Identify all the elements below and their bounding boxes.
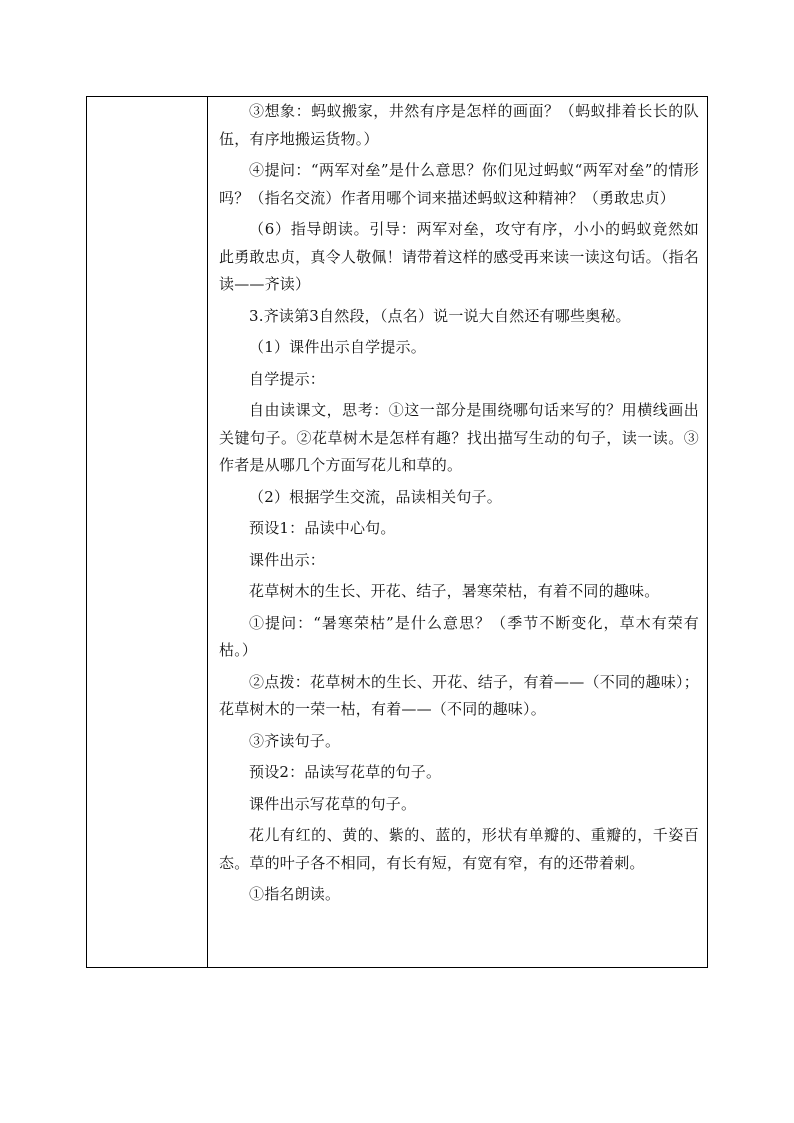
paragraph-step-3: 3.齐读第3自然段，（点名）说一说大自然还有哪些奥秘。: [249, 306, 631, 325]
paragraph-preset-1: 预设1：品读中心句。: [249, 519, 396, 537]
table-left-column: [87, 97, 208, 967]
paragraph-named-reading: ①指名朗读。: [249, 885, 341, 903]
paragraph-guided-reading: （6）指导朗读。引导：两军对垒，攻守有序，小小的蚂蚁竟然如此勇敢忠贞，真令人敬佩！请带着这样的感受再来读一读这句话。（指名读——齐读）: [219, 220, 699, 293]
paragraph-courseware-flowers: 课件出示写花草的句子。: [249, 794, 417, 813]
paragraph-courseware-prompt: （1）课件出示自学提示。: [249, 338, 426, 356]
paragraph-student-exchange: （2）根据学生交流，品读相关句子。: [249, 487, 502, 506]
paragraph-preset-2: 预设2：品读写花草的句子。: [249, 763, 442, 781]
paragraph-self-study-title: 自学提示：: [249, 369, 326, 388]
paragraph-point-out: ②点拨：花草树木的生长、开花、结子，有着——（不同的趣味）；花草树木的一荣一枯，有着——（不同的趣味）。: [219, 672, 699, 718]
paragraph-imagine: ③想象：蚂蚁搬家，井然有序是怎样的画面？（蚂蚁排着长长的队伍，有序地搬运货物。）: [219, 102, 699, 148]
paragraph-central-sentence: 花草树木的生长、开花、结子，暑寒荣枯，有着不同的趣味。: [249, 582, 660, 600]
table-content-cell: [208, 97, 707, 967]
paragraph-courseware-show: 课件出示：: [249, 550, 326, 569]
paragraph-read-together: ③齐读句子。: [249, 731, 341, 750]
paragraph-question-seasons: ①提问：“暑寒荣枯”是什么意思？（季节不断变化，草木有荣有枯。）: [219, 613, 699, 659]
lesson-table: [86, 96, 708, 968]
paragraph-question: ④提问：“两军对垒”是什么意思？你们见过蚂蚁“两军对垒”的情形吗？（指名交流）作者用哪个词来描述蚂蚁这种精神？（勇敢忠贞）: [219, 161, 699, 207]
paragraph-self-study-questions: 自由读课文，思考：①这一部分是围绕哪句话来写的？用横线画出关键句子。②花草树木是怎样有趣？找出描写生动的句子，读一读。③作者是从哪几个方面写花儿和草的。: [219, 401, 699, 474]
paragraph-flowers-grass: 花儿有红的、黄的、紫的、蓝的，形状有单瓣的、重瓣的，千姿百态。草的叶子各不相同，有长有短，有宽有窄，有的还带着刺。: [219, 826, 699, 872]
